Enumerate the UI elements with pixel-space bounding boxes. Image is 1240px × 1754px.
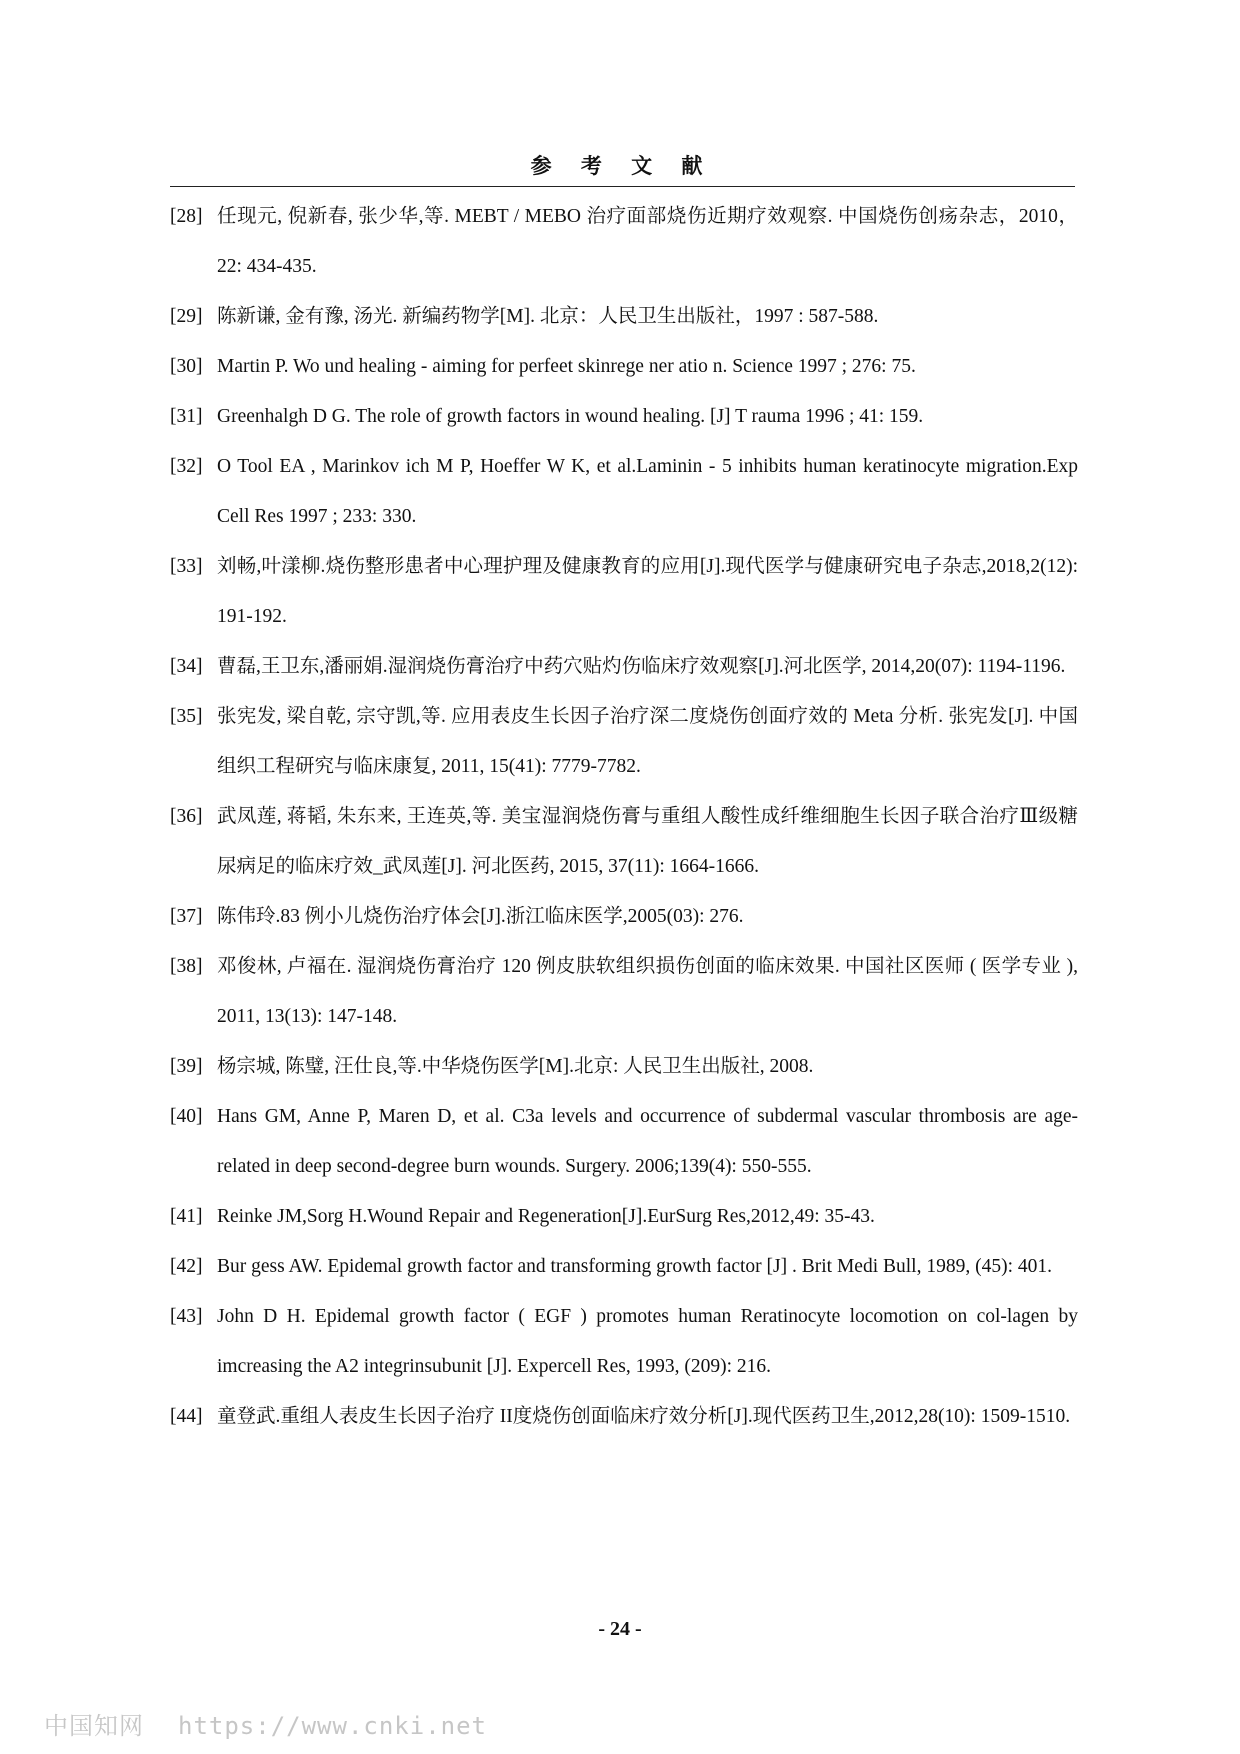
reference-text: 陈伟玲.83 例小儿烧伤治疗体会[J].浙江临床医学,2005(03): 276. — [217, 906, 744, 927]
reference-text: 童登武.重组人表皮生长因子治疗 II度烧伤创面临床疗效分析[J].现代医药卫生,2012,28(10): 1509-1510. — [217, 1406, 1071, 1427]
reference-text: 任现元, 倪新春, 张少华,等. MEBT / MEBO 治疗面部烧伤近期疗效观察. 中国烧伤创疡杂志，2010，22: 434-435. — [217, 206, 1078, 277]
reference-number: [42] — [170, 1256, 203, 1277]
reference-item — [170, 392, 1078, 442]
reference-item — [170, 1042, 1078, 1092]
reference-item — [170, 892, 1078, 942]
reference-number: [34] — [170, 656, 203, 677]
watermark-cn: 中国知网 — [44, 1712, 144, 1740]
reference-number: [39] — [170, 1056, 203, 1077]
reference-item — [170, 292, 1078, 342]
reference-number: [43] — [170, 1306, 203, 1327]
reference-text: 邓俊林, 卢福在. 湿润烧伤膏治疗 120 例皮肤软组织损伤创面的临床效果. 中国社区医师 ( 医学专业 ), 2011, 13(13): 147-148. — [217, 956, 1078, 1027]
reference-text: 武凤莲, 蒋韬, 朱东来, 王连英,等. 美宝湿润烧伤膏与重组人酸性成纤维细胞生长因子联合治疗Ⅲ级糖尿病足的临床疗效_武凤莲[J]. 河北医药, 2015, 37(11): 1664-1666. — [217, 806, 1078, 877]
reference-item — [170, 1092, 1078, 1192]
reference-item — [170, 1242, 1078, 1292]
reference-list — [170, 192, 1078, 1442]
reference-item — [170, 542, 1078, 642]
reference-text: Martin P. Wo und healing - aiming for perfeet skinrege ner atio n. Science 1997 ; 276: 75. — [217, 356, 916, 377]
reference-number: [41] — [170, 1206, 203, 1227]
reference-number: [32] — [170, 456, 203, 477]
reference-number: [29] — [170, 306, 203, 327]
reference-number: [40] — [170, 1106, 203, 1127]
reference-number: [33] — [170, 556, 203, 577]
reference-item — [170, 792, 1078, 892]
reference-item — [170, 342, 1078, 392]
reference-text: 杨宗城, 陈璧, 汪仕良,等.中华烧伤医学[M].北京: 人民卫生出版社, 2008. — [217, 1056, 814, 1077]
reference-number: [38] — [170, 956, 203, 977]
reference-text: 陈新谦, 金有豫, 汤光. 新编药物学[M]. 北京：人民卫生出版社，1997 : 587-588. — [217, 306, 879, 327]
reference-text: Greenhalgh D G. The role of growth factors in wound healing. [J] T rauma 1996 ; 41: 159. — [217, 406, 924, 427]
reference-number: [44] — [170, 1406, 203, 1427]
reference-text: 张宪发, 梁自乾, 宗守凯,等. 应用表皮生长因子治疗深二度烧伤创面疗效的 Meta 分析. 张宪发[J]. 中国组织工程研究与临床康复, 2011, 15(41): 7779-7782. — [217, 706, 1078, 777]
reference-number: [30] — [170, 356, 203, 377]
reference-item — [170, 692, 1078, 792]
reference-item — [170, 1392, 1078, 1442]
reference-item — [170, 442, 1078, 542]
reference-number: [36] — [170, 806, 203, 827]
watermark-url: https://www.cnki.net — [178, 1712, 487, 1740]
reference-text: 曹磊,王卫东,潘丽娟.湿润烧伤膏治疗中药穴贴灼伤临床疗效观察[J].河北医学, 2014,20(07): 1194-1196. — [217, 656, 1066, 677]
cnki-watermark — [44, 1706, 487, 1741]
reference-item — [170, 192, 1078, 292]
reference-text: Bur gess AW. Epidemal growth factor and transforming growth factor [J] . Brit Medi Bull, 1989, (45): 401. — [217, 1256, 1052, 1277]
reference-text: 刘畅,叶漾柳.烧伤整形患者中心理护理及健康教育的应用[J].现代医学与健康研究电子杂志,2018,2(12): 191-192. — [217, 556, 1078, 627]
reference-number: [28] — [170, 206, 203, 227]
reference-item — [170, 1192, 1078, 1242]
reference-text: Hans GM, Anne P, Maren D, et al. C3a levels and occurrence of subdermal vascular thrombosis are age-related in deep second-degree burn wounds. Surgery. 2006;139(4): 550-555. — [217, 1106, 1078, 1177]
reference-item — [170, 942, 1078, 1042]
reference-item — [170, 1292, 1078, 1392]
reference-number: [37] — [170, 906, 203, 927]
reference-number: [35] — [170, 706, 203, 727]
reference-number: [31] — [170, 406, 203, 427]
reference-text: Reinke JM,Sorg H.Wound Repair and Regeneration[J].EurSurg Res,2012,49: 35-43. — [217, 1206, 875, 1227]
reference-text: John D H. Epidemal growth factor ( EGF ) promotes human Reratinocyte locomotion on col-lagen by imcreasing the A2 integrinsubunit [J]. Expercell Res, 1993, (209): 216. — [217, 1306, 1078, 1377]
page-number: - 24 - — [598, 1618, 642, 1640]
reference-text: O Tool EA , Marinkov ich M P, Hoeffer W K, et al.Laminin - 5 inhibits human keratinocyte migration.Exp Cell Res 1997 ; 233: 330. — [217, 456, 1078, 527]
reference-item — [170, 642, 1078, 692]
page-title: 参 考 文 献 — [170, 150, 1075, 187]
